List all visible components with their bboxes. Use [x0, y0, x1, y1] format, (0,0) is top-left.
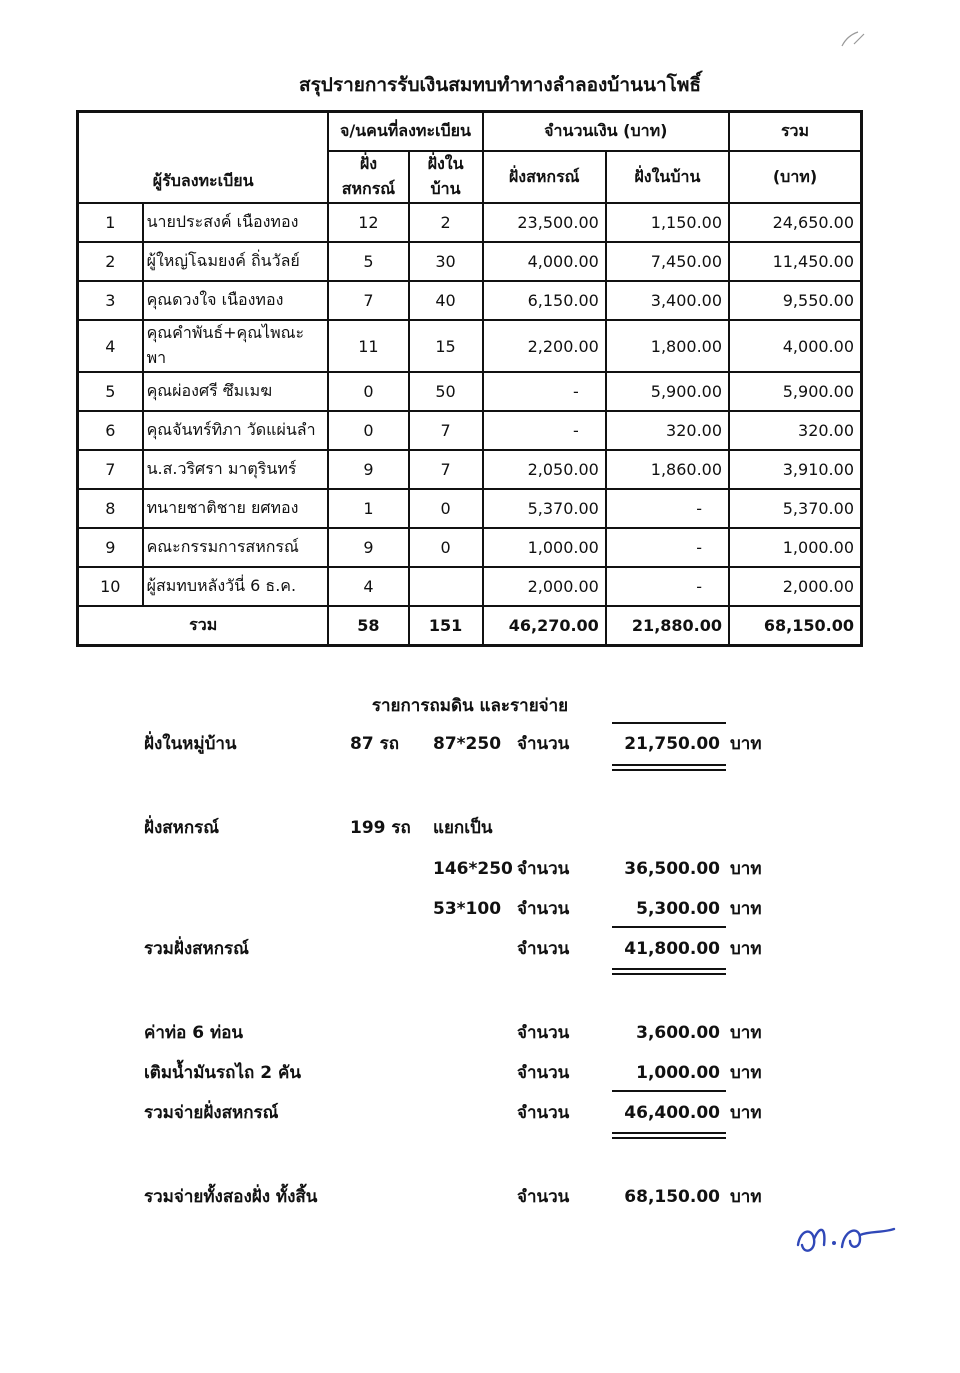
money-village: - [606, 489, 729, 528]
registrant-name: ผู้สมทบหลังวันี่ 6 ธ.ค. [143, 567, 329, 606]
amount-label: จำนวน [517, 1023, 570, 1043]
total-label: รวม [78, 606, 329, 646]
people-village: 2 [409, 203, 483, 242]
pipe-amount: 3,600.00 [636, 1023, 720, 1043]
money-village: - [606, 528, 729, 567]
money-village: 1,150.00 [606, 203, 729, 242]
table-row [78, 281, 862, 320]
people-village [409, 567, 483, 606]
row-number: 7 [78, 450, 143, 489]
subheader-money-coop: ฝั่งสหกรณ์ [483, 151, 606, 203]
pipe-label: ค่าท่อ 6 ท่อน [144, 1023, 244, 1043]
table-row [78, 320, 862, 372]
row-number: 6 [78, 411, 143, 450]
grand-total-label: รวมจ่ายทั้งสองฝั่ง ทั้งสิ้น [144, 1187, 318, 1207]
money-village: 5,900.00 [606, 372, 729, 411]
fuel-amount: 1,000.00 [636, 1063, 720, 1083]
total-money-coop: 46,270.00 [483, 606, 606, 646]
row-total: 9,550.00 [729, 281, 861, 320]
coop-spend-amount: 46,400.00 [624, 1103, 720, 1123]
people-coop: 4 [328, 567, 408, 606]
money-coop: 5,370.00 [483, 489, 606, 528]
table-row [78, 528, 862, 567]
row-number: 3 [78, 281, 143, 320]
money-coop: 4,000.00 [483, 242, 606, 281]
row-total: 320.00 [729, 411, 861, 450]
people-coop: 1 [328, 489, 408, 528]
coop-total-amount: 41,800.00 [624, 939, 720, 959]
amount-label: จำนวน [517, 939, 570, 959]
money-coop: 6,150.00 [483, 281, 606, 320]
amount-label: จำนวน [517, 1187, 570, 1207]
pen-mark [838, 28, 868, 50]
registrant-name: คุณจันทร์ทิภา วัดแผ่นลำ [143, 411, 329, 450]
money-coop: 23,500.00 [483, 203, 606, 242]
money-coop: 2,000.00 [483, 567, 606, 606]
amount-label: จำนวน [517, 734, 570, 754]
double-rule [612, 764, 726, 771]
coop-amount-1: 36,500.00 [624, 859, 720, 879]
contribution-table [76, 110, 863, 647]
row-number: 1 [78, 203, 143, 242]
coop-spend-label: รวมจ่ายฝั่งสหกรณ์ [144, 1103, 279, 1123]
document-title: สรุปรายการรับเงินสมทบทำทางลำลองบ้านนาโพธิ์ [299, 74, 701, 96]
money-village: 3,400.00 [606, 281, 729, 320]
money-coop: 1,000.00 [483, 528, 606, 567]
registrant-name: ผู้ใหญ่โฉมยงค์ ถิ่นวัลย์ [143, 242, 329, 281]
registrant-name: น.ส.วริศรา มาตุรินทร์ [143, 450, 329, 489]
amount-label: จำนวน [517, 859, 570, 879]
row-number: 2 [78, 242, 143, 281]
registrant-name: คุณดวงใจ เนืองทอง [143, 281, 329, 320]
row-total: 5,900.00 [729, 372, 861, 411]
table-row [78, 450, 862, 489]
total-money-village: 21,880.00 [606, 606, 729, 646]
people-coop: 5 [328, 242, 408, 281]
amount-label: จำนวน [517, 1103, 570, 1123]
expenses-title: รายการถมดิน และรายจ่าย [371, 696, 569, 716]
table-header-row [78, 112, 862, 152]
row-total: 4,000.00 [729, 320, 861, 372]
unit-label: บาท [730, 939, 762, 959]
people-coop: 9 [328, 450, 408, 489]
unit-label: บาท [730, 734, 762, 754]
row-total: 1,000.00 [729, 528, 861, 567]
people-coop: 9 [328, 528, 408, 567]
table-row [78, 242, 862, 281]
row-number: 8 [78, 489, 143, 528]
money-village: 1,860.00 [606, 450, 729, 489]
total-people-village: 151 [409, 606, 483, 646]
money-village: 320.00 [606, 411, 729, 450]
unit-label: บาท [730, 1023, 762, 1043]
money-village: 7,450.00 [606, 242, 729, 281]
people-coop: 7 [328, 281, 408, 320]
registrant-name: คณะกรรมการสหกรณ์ [143, 528, 329, 567]
row-total: 2,000.00 [729, 567, 861, 606]
coop-calc-2: 53*100 [433, 899, 502, 919]
people-village: 0 [409, 528, 483, 567]
header-people: จ/นคนที่ลงทะเบียน [328, 112, 482, 152]
grand-total-amount: 68,150.00 [624, 1187, 720, 1207]
unit-label: บาท [730, 859, 762, 879]
rule-line [612, 1090, 726, 1092]
people-village: 50 [409, 372, 483, 411]
subheader-people-coop: ฝั่งสหกรณ์ [328, 151, 408, 203]
coop-label: ฝั่งสหกรณ์ [144, 818, 220, 838]
money-village: 1,800.00 [606, 320, 729, 372]
unit-label: บาท [730, 1063, 762, 1083]
money-coop: - [483, 372, 606, 411]
total-grand: 68,150.00 [729, 606, 861, 646]
total-people-coop: 58 [328, 606, 408, 646]
people-coop: 12 [328, 203, 408, 242]
signature-mark [790, 1205, 900, 1265]
subheader-people-village: ฝั่งในบ้าน [409, 151, 483, 203]
double-rule [612, 968, 726, 975]
header-money: จำนวนเงิน (บาท) [483, 112, 729, 152]
table-row [78, 203, 862, 242]
people-coop: 0 [328, 372, 408, 411]
money-coop: 2,200.00 [483, 320, 606, 372]
registrant-name: คุณผ่องศรี ซึมเมฆ [143, 372, 329, 411]
header-total: รวม [729, 112, 861, 152]
registrant-name: ทนายชาติชาย ยศทอง [143, 489, 329, 528]
coop-count: 199 รถ [350, 818, 411, 838]
people-village: 0 [409, 489, 483, 528]
coop-split: แยกเป็น [433, 818, 493, 838]
coop-calc-1: 146*250 [433, 859, 513, 879]
people-village: 40 [409, 281, 483, 320]
village-count: 87 รถ [350, 734, 399, 754]
amount-label: จำนวน [517, 899, 570, 919]
header-registrant: ผู้รับลงทะเบียน [78, 112, 329, 204]
coop-amount-2: 5,300.00 [636, 899, 720, 919]
table-row [78, 489, 862, 528]
people-village: 7 [409, 411, 483, 450]
table-row [78, 372, 862, 411]
village-label: ฝั่งในหมู่บ้าน [144, 734, 237, 754]
people-village: 15 [409, 320, 483, 372]
table-row [78, 411, 862, 450]
rule-line [612, 926, 726, 928]
row-number: 9 [78, 528, 143, 567]
registrant-name: นายประสงค์ เนืองทอง [143, 203, 329, 242]
coop-total-label: รวมฝั่งสหกรณ์ [144, 939, 249, 959]
row-total: 3,910.00 [729, 450, 861, 489]
people-village: 30 [409, 242, 483, 281]
registrant-name: คุณคำพันธ์+คุณไพณะพา [143, 320, 329, 372]
village-amount: 21,750.00 [624, 734, 720, 754]
unit-label: บาท [730, 1103, 762, 1123]
village-calc: 87*250 [433, 734, 502, 754]
unit-label: บาท [730, 899, 762, 919]
people-coop: 11 [328, 320, 408, 372]
row-number: 10 [78, 567, 143, 606]
row-total: 24,650.00 [729, 203, 861, 242]
row-total: 5,370.00 [729, 489, 861, 528]
money-coop: - [483, 411, 606, 450]
money-coop: 2,050.00 [483, 450, 606, 489]
double-rule [612, 1132, 726, 1139]
table-row [78, 567, 862, 606]
row-total: 11,450.00 [729, 242, 861, 281]
row-number: 4 [78, 320, 143, 372]
table-total-row [78, 606, 862, 646]
amount-label: จำนวน [517, 1063, 570, 1083]
fuel-label: เติมน้ำมันรถไถ 2 คัน [144, 1063, 301, 1083]
subheader-total-unit: (บาท) [729, 151, 861, 203]
rule-line [612, 722, 726, 724]
row-number: 5 [78, 372, 143, 411]
people-coop: 0 [328, 411, 408, 450]
money-village: - [606, 567, 729, 606]
subheader-money-village: ฝั่งในบ้าน [606, 151, 729, 203]
unit-label: บาท [730, 1187, 762, 1207]
people-village: 7 [409, 450, 483, 489]
